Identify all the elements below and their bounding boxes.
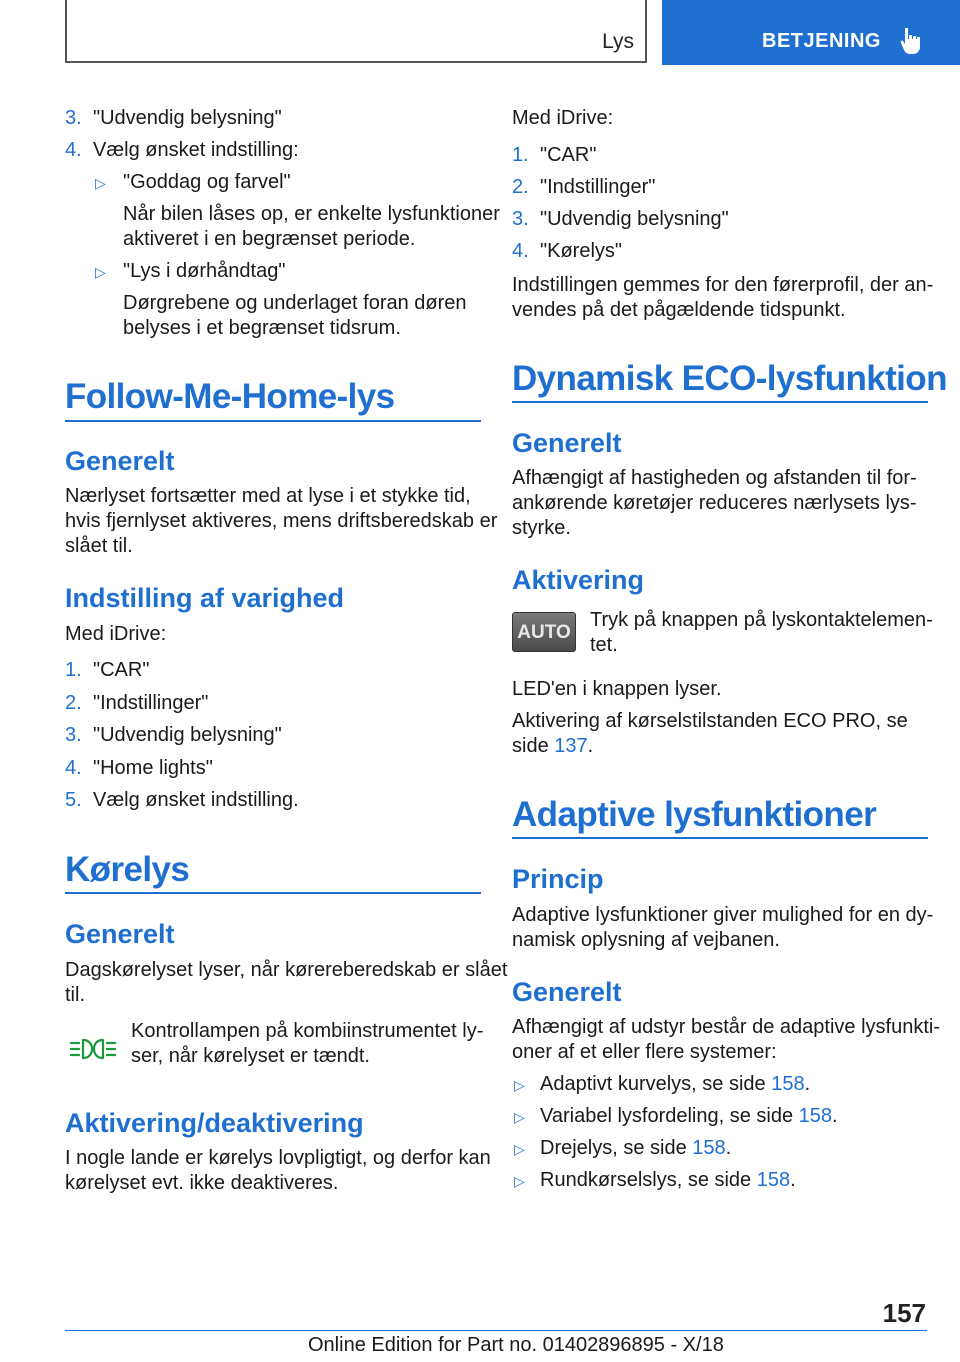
paragraph-line: til.	[65, 984, 85, 1006]
list-item: 5.	[65, 789, 82, 811]
list-item: Variabel lysfordeling, se side 158.	[540, 1105, 838, 1127]
list-item: 3.	[512, 208, 529, 230]
sub-item-title: "Lys i dørhåndtag"	[123, 260, 286, 282]
idrive-label: Med iDrive:	[65, 623, 167, 645]
section-heading-eco: Dynamisk ECO-lysfunktion	[512, 359, 947, 398]
button-instruction: tet.	[590, 634, 618, 656]
indicator-text: ser, når kørelyset er tændt.	[131, 1045, 370, 1067]
page-link[interactable]: 158	[692, 1137, 726, 1159]
paragraph-line: kørelyset evt. ikke deaktiveres.	[65, 1172, 339, 1194]
paragraph-line: Dagskørelyset lyser, når kørereberedskab er slået	[65, 959, 508, 981]
subheading-generelt: Generelt	[512, 977, 622, 1007]
list-item-text: "Udvendig belysning"	[540, 208, 729, 230]
subheading-activation: Aktivering	[512, 565, 645, 595]
list-item: 3.	[65, 107, 82, 129]
section-heading-follow-me-home: Follow-Me-Home-lys	[65, 377, 395, 416]
list-item-text: "CAR"	[540, 144, 597, 166]
triangle-bullet-icon: ▷	[514, 1173, 525, 1189]
triangle-bullet-icon: ▷	[514, 1109, 525, 1125]
section-heading-korelys: Kørelys	[65, 850, 190, 889]
paragraph-line: slået til.	[65, 535, 133, 557]
heading-rule	[512, 401, 928, 403]
list-item-text: Vælg ønsket indstilling.	[93, 789, 299, 811]
list-item-text: "Indstillinger"	[93, 692, 209, 714]
paragraph-line: I nogle lande er kørelys lovpligtigt, og derfor kan	[65, 1147, 491, 1169]
list-item: 1.	[512, 144, 529, 166]
hand-pointer-icon	[900, 26, 922, 59]
heading-rule	[512, 837, 928, 839]
paragraph-line: Nærlyset fortsætter med at lyse i et stykke tid,	[65, 485, 471, 507]
sub-item-text: Når bilen låses op, er enkelte lysfunktioner	[123, 203, 500, 225]
list-item: Rundkørselslys, se side 158.	[540, 1169, 796, 1191]
subheading-princip: Princip	[512, 864, 604, 894]
sub-item-title: "Goddag og farvel"	[123, 171, 291, 193]
list-item-text: "Home lights"	[93, 757, 213, 779]
list-item: Drejelys, se side 158.	[540, 1137, 732, 1159]
subheading-generelt: Generelt	[512, 428, 622, 458]
page-link[interactable]: 158	[756, 1169, 791, 1191]
list-item-text: "Indstillinger"	[540, 176, 656, 198]
list-item: 2.	[512, 176, 529, 198]
list-item-text: "Udvendig belysning"	[93, 107, 282, 129]
paragraph-line: LED'en i knappen lyser.	[512, 678, 722, 700]
page-link[interactable]: 137	[554, 735, 588, 757]
heading-rule	[65, 892, 481, 894]
subheading-activation: Aktivering/deaktivering	[65, 1108, 364, 1138]
list-item-text: "CAR"	[93, 659, 150, 681]
paragraph-line: Aktivering af kørselstilstanden ECO PRO, se	[512, 710, 908, 732]
triangle-bullet-icon: ▷	[514, 1077, 525, 1093]
list-item: 2.	[65, 692, 82, 714]
list-item: 4.	[512, 240, 529, 262]
paragraph-line: hvis fjernlyset aktiveres, mens driftsberedskab er	[65, 510, 498, 532]
daytime-running-light-icon	[69, 1037, 117, 1066]
page-link[interactable]: 158	[798, 1105, 833, 1127]
paragraph-line: Adaptive lysfunktioner giver mulighed for en dy-	[512, 904, 934, 926]
chapter-tab-label: BETJENING	[762, 30, 881, 52]
list-item-text: "Kørelys"	[540, 240, 622, 262]
paragraph-line: side 137.	[512, 735, 594, 757]
sub-item-text: Dørgrebene og underlaget foran døren	[123, 292, 467, 314]
sub-item-text: belyses i et begrænset tidsrum.	[123, 317, 401, 339]
paragraph-line: ankørende køretøjer reduceres nærlysets lys-	[512, 492, 917, 514]
subheading-duration: Indstilling af varighed	[65, 583, 345, 613]
paragraph-line: Afhængigt af hastigheden og afstanden til for-	[512, 467, 917, 489]
list-item: 4.	[65, 139, 82, 161]
paragraph-line: Afhængigt af udstyr består de adaptive lysfunkti-	[512, 1016, 941, 1038]
paragraph-line: namisk oplysning af vejbanen.	[512, 929, 780, 951]
header-frame	[65, 0, 647, 63]
triangle-bullet-icon: ▷	[95, 264, 106, 280]
chapter-tab[interactable]	[662, 0, 960, 65]
header-section-title: Lys	[602, 30, 634, 53]
list-item-text: "Udvendig belysning"	[93, 724, 282, 746]
page-number: 157	[882, 1298, 926, 1328]
list-item-text: Vælg ønsket indstilling:	[93, 139, 299, 161]
list-item: 3.	[65, 724, 82, 746]
paragraph-line: styrke.	[512, 517, 571, 539]
footer-rule	[65, 1330, 927, 1331]
triangle-bullet-icon: ▷	[95, 175, 106, 191]
page-link[interactable]: 158	[771, 1073, 805, 1095]
auto-button-image	[512, 612, 576, 652]
subheading-generelt: Generelt	[65, 919, 175, 949]
list-item: Adaptivt kurvelys, se side 158.	[540, 1073, 811, 1095]
triangle-bullet-icon: ▷	[514, 1141, 525, 1157]
indicator-text: Kontrollampen på kombiinstrumentet ly-	[131, 1020, 484, 1042]
idrive-label: Med iDrive:	[512, 107, 614, 129]
section-heading-adaptive: Adaptive lysfunktioner	[512, 795, 877, 834]
heading-rule	[65, 420, 481, 422]
footer-edition: Online Edition for Part no. 01402896895 - X/18	[308, 1334, 724, 1356]
paragraph-line: oner af et eller flere systemer:	[512, 1041, 777, 1063]
paragraph-line: vendes på det pågældende tidspunkt.	[512, 299, 846, 321]
list-item: 1.	[65, 659, 82, 681]
list-item: 4.	[65, 757, 82, 779]
sub-item-text: aktiveret i en begrænset periode.	[123, 228, 416, 250]
paragraph-line: Indstillingen gemmes for den førerprofil, der an-	[512, 274, 934, 296]
subheading-generelt: Generelt	[65, 446, 175, 476]
button-instruction: Tryk på knappen på lyskontaktelemen-	[590, 609, 933, 631]
auto-button-label: AUTO	[517, 622, 571, 643]
